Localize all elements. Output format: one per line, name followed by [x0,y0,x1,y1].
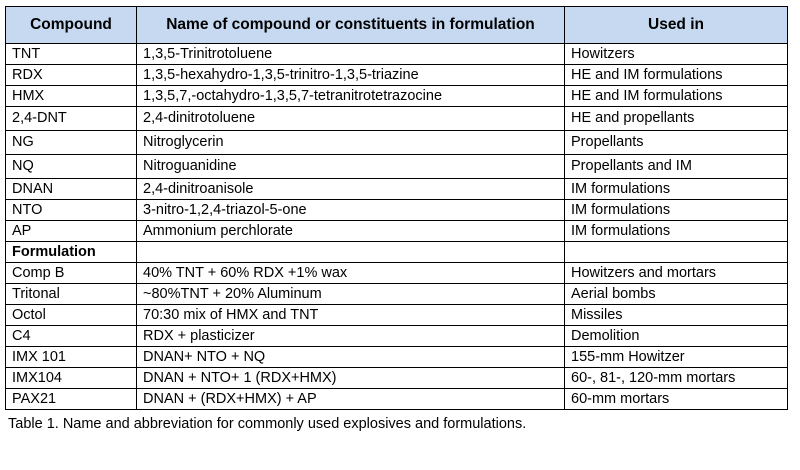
table-row [6,179,788,200]
header-row [6,7,788,44]
table-row [6,305,788,326]
table-row [6,131,788,155]
cell-used-in: 60-mm mortars [565,389,788,410]
cell-name: 1,3,5,7,-octahydro-1,3,5,7-tetranitrotetrazocine [137,86,565,107]
cell-compound: DNAN [6,179,137,200]
cell-used-in: Missiles [565,305,788,326]
table-row [6,284,788,305]
table-row [6,44,788,65]
cell-compound: AP [6,221,137,242]
cell-compound: Formulation [6,242,137,263]
cell-name: 70:30 mix of HMX and TNT [137,305,565,326]
cell-compound: PAX21 [6,389,137,410]
header-name: Name of compound or constituents in formulation [137,7,565,44]
document [5,6,791,433]
table-row [6,263,788,284]
cell-used-in [565,242,788,263]
cell-used-in: HE and propellants [565,107,788,131]
cell-compound: NTO [6,200,137,221]
cell-name: 1,3,5-hexahydro-1,3,5-trinitro-1,3,5-triazine [137,65,565,86]
table-row [6,65,788,86]
cell-name: Ammonium perchlorate [137,221,565,242]
table-caption: Table 1. Name and abbreviation for commonly used explosives and formulations. [8,416,527,432]
cell-name: DNAN+ NTO + NQ [137,347,565,368]
cell-compound: Comp B [6,263,137,284]
cell-used-in: Howitzers [565,44,788,65]
table-row [6,155,788,179]
cell-compound: IMX 101 [6,347,137,368]
header-compound: Compound [6,7,137,44]
table-row [6,389,788,410]
cell-used-in: IM formulations [565,221,788,242]
cell-name: 2,4-dinitroanisole [137,179,565,200]
cell-used-in: HE and IM formulations [565,65,788,86]
cell-name: 3-nitro-1,2,4-triazol-5-one [137,200,565,221]
cell-compound: Octol [6,305,137,326]
cell-used-in: Demolition [565,326,788,347]
cell-compound: NQ [6,155,137,179]
cell-used-in: 60-, 81-, 120-mm mortars [565,368,788,389]
cell-compound: IMX104 [6,368,137,389]
cell-used-in: IM formulations [565,179,788,200]
cell-name: 2,4-dinitrotoluene [137,107,565,131]
cell-used-in: IM formulations [565,200,788,221]
table-row [6,221,788,242]
table-row [6,242,788,263]
cell-name: DNAN + (RDX+HMX) + AP [137,389,565,410]
cell-compound: Tritonal [6,284,137,305]
table-row [6,107,788,131]
cell-name: 1,3,5-Trinitrotoluene [137,44,565,65]
table-row [6,368,788,389]
cell-used-in: Propellants [565,131,788,155]
cell-used-in: 155-mm Howitzer [565,347,788,368]
cell-used-in: Propellants and IM [565,155,788,179]
table-row [6,200,788,221]
cell-name: ~80%TNT + 20% Aluminum [137,284,565,305]
table-row [6,86,788,107]
cell-used-in: HE and IM formulations [565,86,788,107]
table-row [6,326,788,347]
cell-compound: C4 [6,326,137,347]
cell-compound: RDX [6,65,137,86]
cell-compound: NG [6,131,137,155]
cell-name: Nitroglycerin [137,131,565,155]
cell-name: DNAN + NTO+ 1 (RDX+HMX) [137,368,565,389]
cell-name [137,242,565,263]
cell-compound: TNT [6,44,137,65]
cell-used-in: Howitzers and mortars [565,263,788,284]
cell-name: 40% TNT + 60% RDX +1% wax [137,263,565,284]
cell-name: RDX + plasticizer [137,326,565,347]
cell-compound: HMX [6,86,137,107]
table-row [6,347,788,368]
cell-compound: 2,4-DNT [6,107,137,131]
header-used-in: Used in [565,7,788,44]
explosives-table [5,6,788,410]
cell-used-in: Aerial bombs [565,284,788,305]
table-body [6,44,788,410]
cell-name: Nitroguanidine [137,155,565,179]
